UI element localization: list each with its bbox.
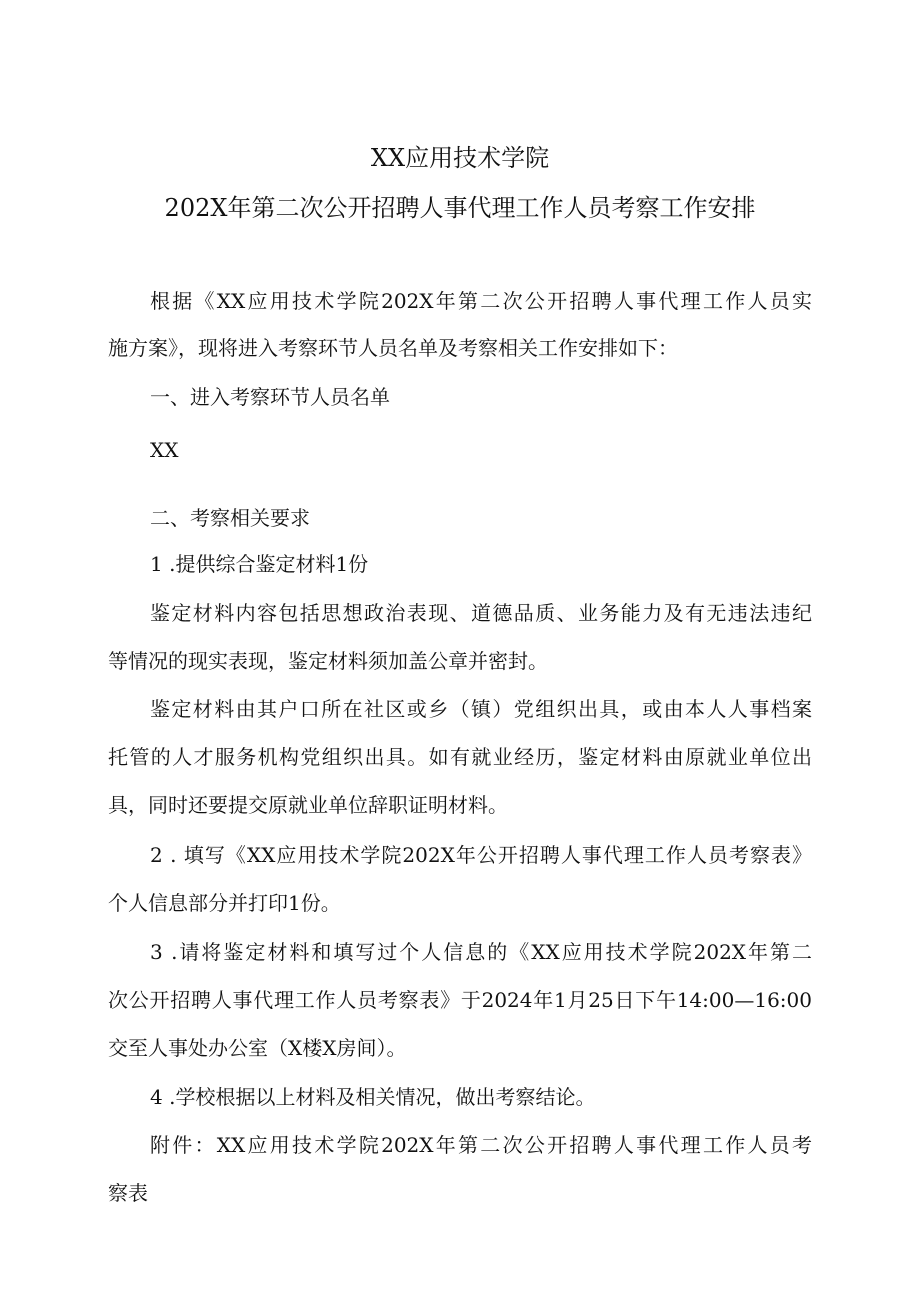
document-title-institution: XX应用技术学院 <box>370 144 550 172</box>
item4-line: 4 .学校根据以上材料及相关情况，做出考察结论。 <box>150 1085 596 1109</box>
item3-line: 次公开招聘人事代理工作人员考察表》于2024年1月25日下午14:00—16:00 <box>108 988 812 1012</box>
item3-line: 3 .请将鉴定材料和填写过个人信息的《XX应用技术学院202X年第二 <box>150 940 812 964</box>
attachment-line: 察表 <box>108 1181 148 1205</box>
document-title-subject: 202X年第二次公开招聘人事代理工作人员考察工作安排 <box>164 194 756 222</box>
item1-paragraph1-line: 等情况的现实表现，鉴定材料须加盖公章并密封。 <box>108 649 548 673</box>
intro-paragraph-line: 根据《XX应用技术学院202X年第二次公开招聘人事代理工作人员实 <box>150 289 812 313</box>
attachment-line: 附件：XX应用技术学院202X年第二次公开招聘人事代理工作人员考 <box>150 1133 812 1157</box>
item1-paragraph2-line: 鉴定材料由其户口所在社区或乡（镇）党组织出具，或由本人人事档案 <box>150 697 812 721</box>
item3-line: 交至人事处办公室（X楼X房间）。 <box>108 1036 407 1060</box>
candidate-name: XX <box>150 438 179 462</box>
item2-line: 个人信息部分并打印1份。 <box>108 891 341 915</box>
section2-heading: 二、考察相关要求 <box>150 506 310 530</box>
item1-paragraph2-line: 托管的人才服务机构党组织出具。如有就业经历，鉴定材料由原就业单位出 <box>108 745 812 769</box>
intro-paragraph-line: 施方案》，现将进入考察环节人员名单及考察相关工作安排如下： <box>108 336 678 360</box>
item1-paragraph1-line: 鉴定材料内容包括思想政治表现、道德品质、业务能力及有无违法违纪 <box>150 601 812 625</box>
item1-paragraph2-line: 具，同时还要提交原就业单位辞职证明材料。 <box>108 793 508 817</box>
item2-line: 2 . 填写《XX应用技术学院202X年公开招聘人事代理工作人员考察表》 <box>150 843 812 867</box>
item1-heading: 1 .提供综合鉴定材料1份 <box>150 552 369 576</box>
section1-heading: 一、进入考察环节人员名单 <box>150 385 390 409</box>
